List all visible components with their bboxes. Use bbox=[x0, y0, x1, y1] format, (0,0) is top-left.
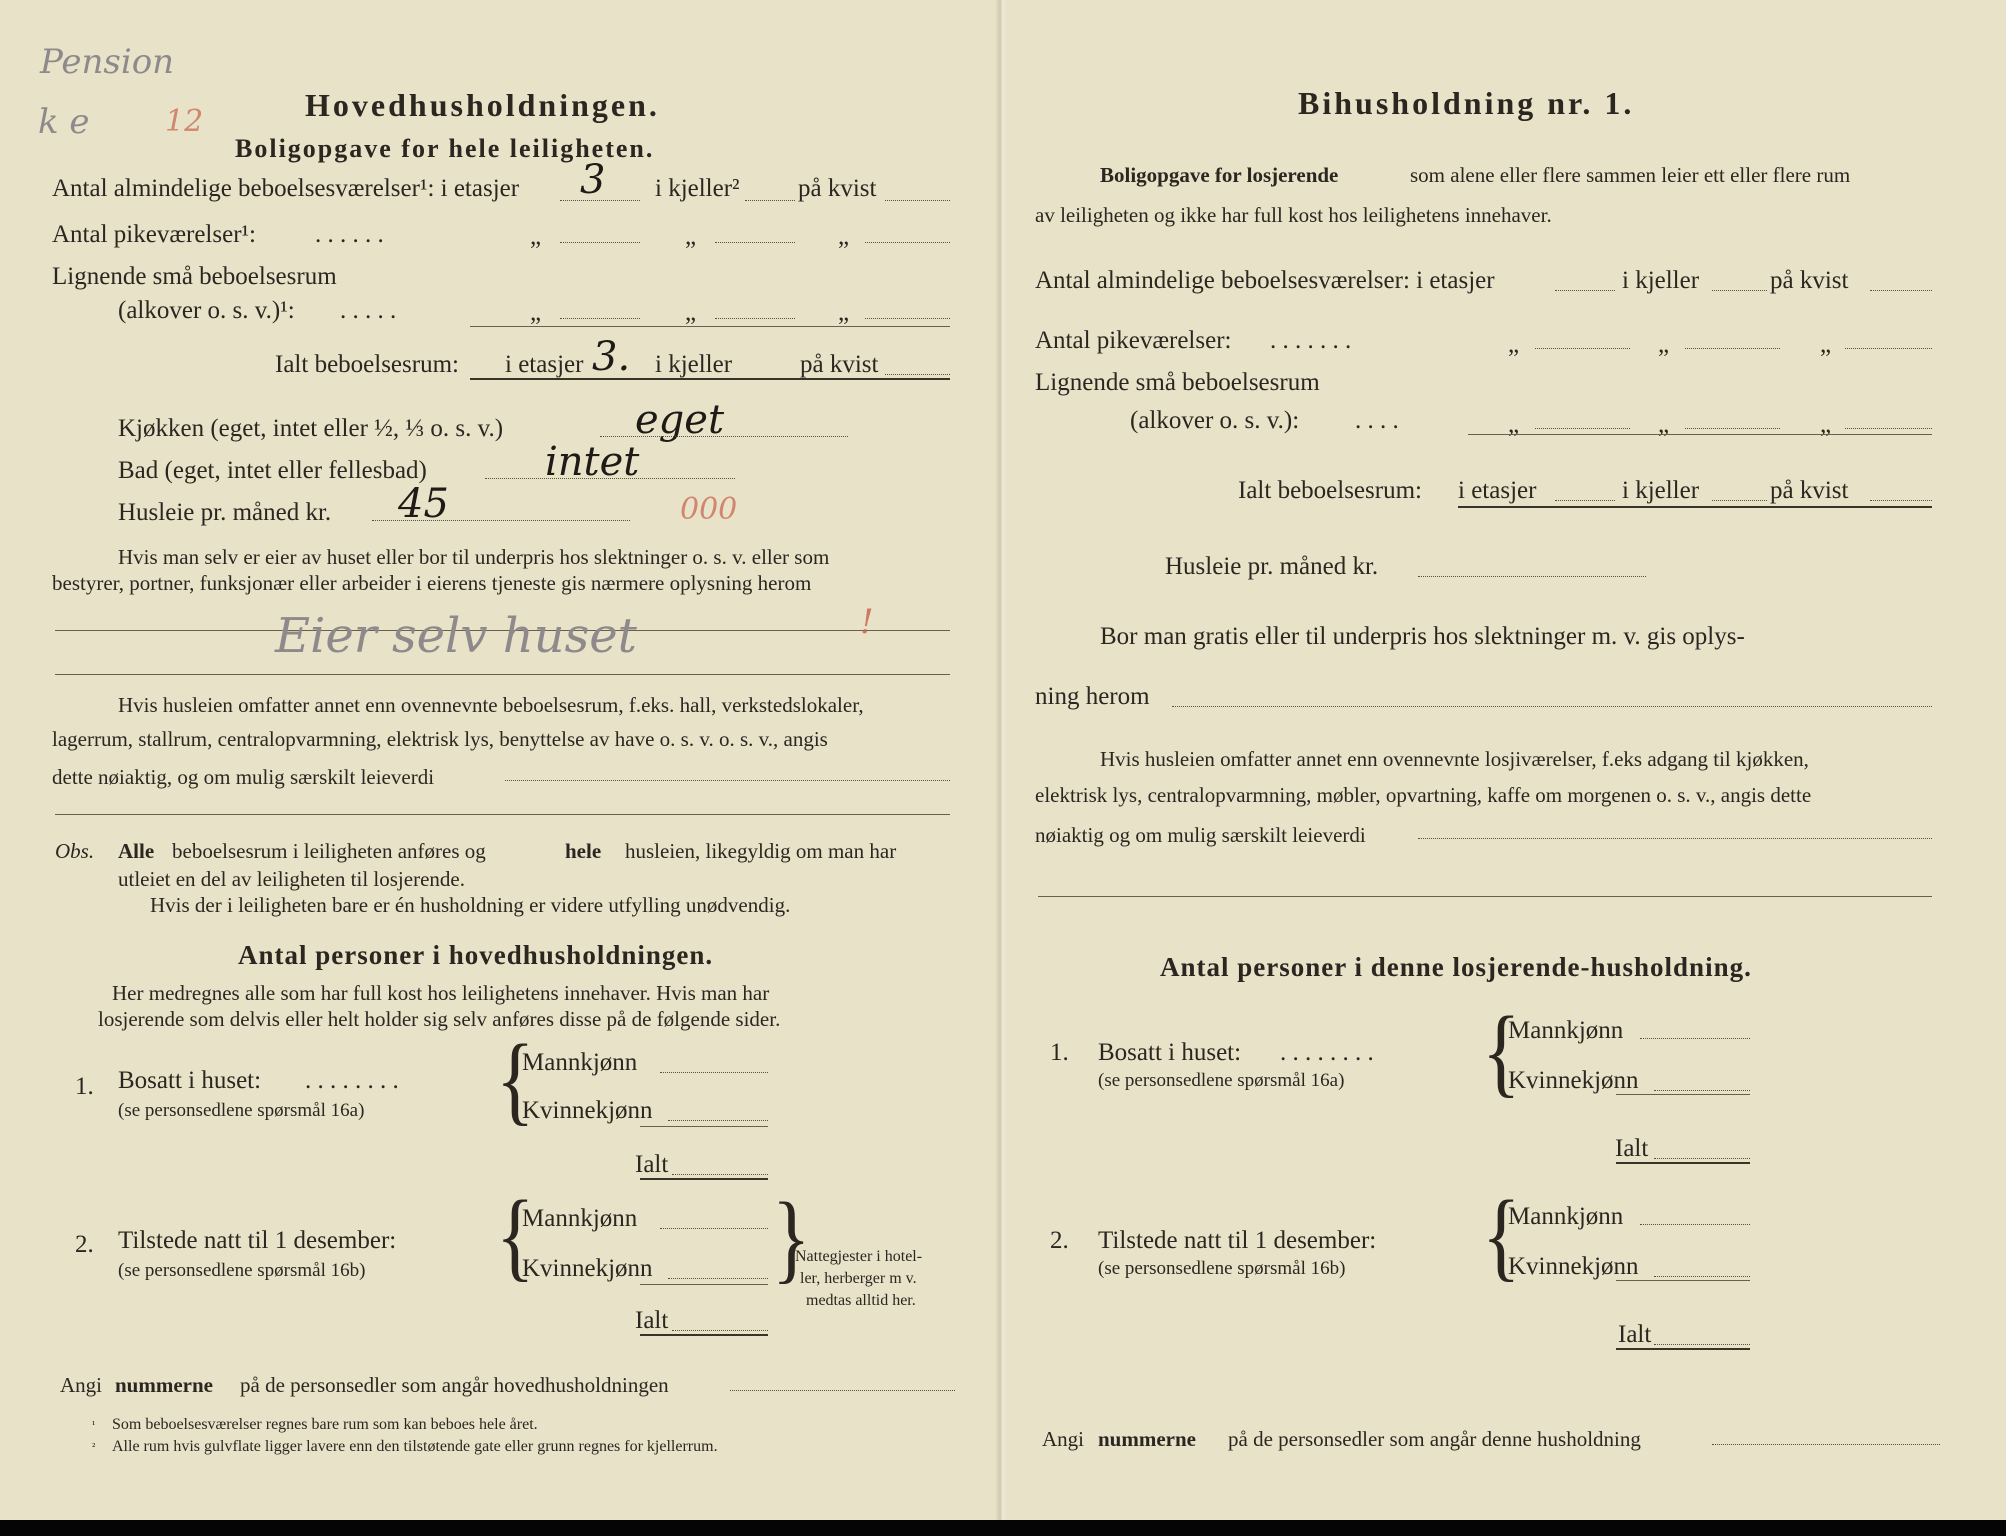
left-row2-dots: . . . . . . bbox=[315, 221, 384, 248]
left-q2-num: 2. bbox=[75, 1231, 94, 1258]
left-row1-etasjer-value[interactable]: 3 bbox=[580, 157, 606, 203]
left-eier-line2 bbox=[55, 674, 950, 675]
left-q2-sum-rule bbox=[640, 1284, 768, 1285]
left-bad-line bbox=[485, 478, 735, 479]
left-row3-sum-rule bbox=[470, 326, 950, 327]
left-q1-kvinne-line bbox=[668, 1120, 768, 1121]
left-angi-c: på de personsedler som angår hovedhusholdningen bbox=[240, 1373, 669, 1397]
right-row2-line1 bbox=[1535, 348, 1630, 349]
left-row2-line3 bbox=[865, 242, 950, 243]
right-row2-line2 bbox=[1685, 348, 1780, 349]
left-kjokken-line bbox=[600, 436, 848, 437]
right-omfatter-line2 bbox=[1038, 896, 1932, 897]
left-q1-ialt-rule bbox=[640, 1178, 768, 1180]
right-q2-kvinne: Kvinnekjønn bbox=[1508, 1253, 1639, 1280]
right-row1-etasjer-line bbox=[1555, 290, 1615, 291]
left-title: Hovedhusholdningen. bbox=[305, 87, 660, 123]
right-q2-brace: { bbox=[1482, 1181, 1521, 1291]
right-q2-kvinne-line bbox=[1654, 1276, 1750, 1277]
right-row1-kjeller-line bbox=[1712, 290, 1767, 291]
left-q2-kvinne: Kvinnekjønn bbox=[522, 1255, 653, 1282]
right-row4-etasjer: i etasjer bbox=[1458, 477, 1537, 504]
left-obs-line2: utleiet en del av leiligheten til losjerende. bbox=[118, 867, 465, 891]
left-q1-mann-line bbox=[660, 1072, 768, 1073]
left-husleie-red-note: 000 bbox=[680, 492, 738, 527]
left-obs-line3: Hvis der i leiligheten bare er én husholdning er videre utfylling unødvendig. bbox=[150, 893, 791, 917]
left-husleie-value[interactable]: 45 bbox=[398, 481, 449, 527]
left-q1-label: Bosatt i huset: bbox=[118, 1067, 262, 1094]
left-eier-text1: Hvis man selv er eier av huset eller bor til underpris hos slektninger o. s. v. eller som bbox=[118, 545, 830, 569]
right-row1-kjeller: i kjeller bbox=[1622, 267, 1700, 294]
right-q2-ialt-line bbox=[1654, 1344, 1750, 1345]
right-row3-q1: „ bbox=[1508, 411, 1520, 438]
right-angi-line bbox=[1712, 1444, 1940, 1445]
left-omfatter3: dette nøiaktig, og om mulig særskilt leieverdi bbox=[52, 765, 435, 789]
right-row2-line3 bbox=[1845, 348, 1932, 349]
right-intro2: av leiligheten og ikke har full kost hos leilighetens innehaver. bbox=[1035, 203, 1552, 227]
left-row4-kvist-line bbox=[885, 374, 950, 375]
right-q1-kvinne-line bbox=[1654, 1090, 1750, 1091]
left-obs-text-b: husleien, likegyldig om man har bbox=[625, 839, 897, 863]
left-nattegjester-1: Nattegjester i hotel- bbox=[795, 1248, 923, 1265]
right-row4-kvist-line bbox=[1870, 500, 1932, 501]
left-row3-line2 bbox=[715, 318, 795, 319]
right-omfatter-line1 bbox=[1418, 838, 1932, 839]
left-obs-alle: Alle bbox=[118, 839, 155, 863]
left-q2-mann: Mannkjønn bbox=[522, 1205, 638, 1232]
left-angi-line bbox=[730, 1390, 955, 1391]
right-gratis2: ning herom bbox=[1035, 683, 1150, 710]
right-q1-kvinne: Kvinnekjønn bbox=[1508, 1067, 1639, 1094]
right-q2-sub: (se personsedlene spørsmål 16b) bbox=[1098, 1258, 1346, 1279]
right-q1-ialt-line bbox=[1654, 1158, 1750, 1159]
left-row4-kvist: på kvist bbox=[800, 351, 879, 378]
page-fold bbox=[995, 0, 1007, 1520]
left-row2-label: Antal pikeværelser¹: bbox=[52, 221, 256, 248]
right-q2-label: Tilstede natt til 1 desember: bbox=[1098, 1227, 1377, 1254]
right-row3-q3: „ bbox=[1820, 411, 1832, 438]
left-q2-ialt: Ialt bbox=[635, 1307, 669, 1334]
left-row1-kvist-line bbox=[885, 200, 950, 201]
left-footnote2-num: ² bbox=[92, 1441, 96, 1453]
left-row3-line1 bbox=[560, 318, 640, 319]
left-q1-num: 1. bbox=[75, 1073, 94, 1100]
left-footnote2: Alle rum hvis gulvflate ligger lavere enn den tilstøtende gate eller grunn regnes for kjellerrum. bbox=[112, 1438, 718, 1455]
left-row1-kjeller-line bbox=[745, 200, 795, 201]
left-husleie-label: Husleie pr. måned kr. bbox=[118, 499, 332, 526]
right-q1-dots: . . . . . . . . bbox=[1280, 1039, 1374, 1066]
right-q1-mann: Mannkjønn bbox=[1508, 1017, 1624, 1044]
right-row2-dots: . . . . . . . bbox=[1270, 327, 1352, 354]
right-row2-q1: „ bbox=[1508, 331, 1520, 358]
right-omfatter2: elektrisk lys, centralopvarmning, møbler, opvartning, kaffe om morgenen o. s. v., angis dette bbox=[1035, 783, 1812, 807]
right-row2-q3: „ bbox=[1820, 331, 1832, 358]
right-row1-label: Antal almindelige beboelsesværelser: i etasjer bbox=[1035, 267, 1495, 294]
left-row2-q3: „ bbox=[838, 223, 850, 250]
left-q1-mann: Mannkjønn bbox=[522, 1049, 638, 1076]
right-row3-q2: „ bbox=[1658, 411, 1670, 438]
left-row4-etasjer-value[interactable]: 3. bbox=[592, 334, 631, 380]
right-omfatter3: nøiaktig og om mulig særskilt leieverdi bbox=[1035, 823, 1366, 847]
scan-bottom-edge bbox=[0, 1520, 2006, 1536]
right-row3-label2: (alkover o. s. v.): bbox=[1130, 407, 1300, 434]
left-row1-kjeller: i kjeller² bbox=[655, 175, 740, 202]
right-row4-kjeller-line bbox=[1712, 500, 1767, 501]
left-row2-line2 bbox=[715, 242, 795, 243]
right-row2-q2: „ bbox=[1658, 331, 1670, 358]
right-q1-sum-rule bbox=[1616, 1094, 1750, 1095]
left-obs-label: Obs. bbox=[55, 839, 95, 863]
left-row3-line3 bbox=[865, 318, 950, 319]
left-row3-q3: „ bbox=[838, 299, 850, 326]
left-q2-sub: (se personsedlene spørsmål 16b) bbox=[118, 1260, 366, 1281]
left-row3-dots: . . . . . bbox=[340, 297, 397, 324]
right-angi-c: på de personsedler som angår denne husholdning bbox=[1228, 1427, 1641, 1451]
right-title: Bihusholdning nr. 1. bbox=[1298, 85, 1635, 121]
right-q1-mann-line bbox=[1640, 1038, 1750, 1039]
left-row3-q1: „ bbox=[530, 299, 542, 326]
left-q1-brace: { bbox=[496, 1025, 535, 1135]
left-q2-brace: { bbox=[496, 1181, 535, 1291]
left-row4-rule bbox=[470, 378, 950, 380]
right-intro-bold: Boligopgave for losjerende bbox=[1100, 163, 1339, 187]
left-angi-b: nummerne bbox=[115, 1373, 213, 1397]
right-angi-a: Angi bbox=[1042, 1427, 1084, 1451]
left-q1-kvinne: Kvinnekjønn bbox=[522, 1097, 653, 1124]
margin-note-line2: k e bbox=[38, 102, 90, 142]
left-nattegjester-2: ler, herberger m v. bbox=[800, 1270, 917, 1287]
left-obs-text-a: beboelsesrum i leiligheten anføres og bbox=[172, 839, 486, 863]
right-q2-num: 2. bbox=[1050, 1227, 1069, 1254]
right-row4-label: Ialt beboelsesrum: bbox=[1238, 477, 1422, 504]
right-row3-dots: . . . . bbox=[1355, 407, 1399, 434]
left-q1-sub: (se personsedlene spørsmål 16a) bbox=[118, 1100, 365, 1121]
left-row2-q1: „ bbox=[530, 223, 542, 250]
left-personer-title: Antal personer i hovedhusholdningen. bbox=[238, 940, 714, 970]
right-husleie-line bbox=[1418, 576, 1646, 577]
margin-note-red: 12 bbox=[165, 104, 204, 139]
left-nattegjester-3: medtas alltid her. bbox=[806, 1292, 916, 1309]
left-eier-text2: bestyrer, portner, funksjonær eller arbeider i eierens tjeneste gis nærmere oplysning herom bbox=[52, 571, 812, 595]
right-row4-etasjer-line bbox=[1555, 500, 1615, 501]
right-row3-line1 bbox=[1535, 428, 1630, 429]
left-angi-a: Angi bbox=[60, 1373, 102, 1397]
margin-note-line1: Pension bbox=[40, 42, 175, 82]
right-q2-sum-rule bbox=[1616, 1280, 1750, 1281]
left-personer-text1: Her medregnes alle som har full kost hos leilighetens innehaver. Hvis man har bbox=[112, 981, 770, 1005]
left-kjokken-value[interactable]: eget bbox=[635, 397, 725, 443]
right-personer-title: Antal personer i denne losjerende-husholdning. bbox=[1160, 952, 1752, 982]
left-row4-etasjer-label: i etasjer bbox=[505, 351, 584, 378]
right-q1-ialt: Ialt bbox=[1615, 1135, 1649, 1162]
right-q1-label: Bosatt i huset: bbox=[1098, 1039, 1242, 1066]
left-kjokken-label: Kjøkken (eget, intet eller ½, ⅓ o. s. v.) bbox=[118, 415, 504, 442]
left-row2-line1 bbox=[560, 242, 640, 243]
left-row2-q2: „ bbox=[685, 223, 697, 250]
right-row3-sum-rule bbox=[1468, 434, 1932, 435]
right-row3-label1: Lignende små beboelsesrum bbox=[1035, 369, 1320, 396]
left-subtitle: Boligopgave for hele leiligheten. bbox=[235, 134, 655, 163]
right-husleie-label: Husleie pr. måned kr. bbox=[1165, 553, 1379, 580]
right-row3-line3 bbox=[1845, 428, 1932, 429]
right-row4-kjeller: i kjeller bbox=[1622, 477, 1700, 504]
right-row4-kvist: på kvist bbox=[1770, 477, 1849, 504]
left-row3-label2: (alkover o. s. v.)¹: bbox=[118, 297, 295, 324]
left-obs-hele: hele bbox=[565, 839, 602, 863]
right-q1-num: 1. bbox=[1050, 1039, 1069, 1066]
right-omfatter1: Hvis husleien omfatter annet enn ovennevnte losjiværelser, f.eks adgang til kjøkken, bbox=[1100, 747, 1809, 771]
left-omfatter1: Hvis husleien omfatter annet enn ovennevnte beboelsesrum, f.eks. hall, verkstedslokaler, bbox=[118, 693, 864, 717]
left-q2-closing-brace: } bbox=[772, 1183, 811, 1293]
right-q1-sub: (se personsedlene spørsmål 16a) bbox=[1098, 1070, 1345, 1091]
left-husleie-line bbox=[372, 520, 630, 521]
left-q2-ialt-rule bbox=[640, 1334, 768, 1336]
right-gratis-line bbox=[1172, 706, 1932, 707]
left-eier-value[interactable]: Eier selv huset bbox=[275, 608, 637, 664]
right-angi-b: nummerne bbox=[1098, 1427, 1196, 1451]
right-q1-brace: { bbox=[1482, 997, 1521, 1107]
left-q1-ialt: Ialt bbox=[635, 1151, 669, 1178]
left-q1-sum-rule bbox=[640, 1126, 768, 1127]
right-gratis1: Bor man gratis eller til underpris hos slektninger m. v. gis oplys- bbox=[1100, 623, 1745, 650]
left-q2-label: Tilstede natt til 1 desember: bbox=[118, 1227, 397, 1254]
right-row3-line2 bbox=[1685, 428, 1780, 429]
left-bad-value[interactable]: intet bbox=[545, 439, 640, 485]
left-omfatter-line1 bbox=[505, 780, 950, 781]
right-q2-ialt-rule bbox=[1616, 1348, 1750, 1350]
left-q2-mann-line bbox=[660, 1228, 768, 1229]
left-q1-dots: . . . . . . . . bbox=[305, 1067, 399, 1094]
left-footnote1-num: ¹ bbox=[92, 1419, 96, 1431]
left-bad-label: Bad (eget, intet eller fellesbad) bbox=[118, 457, 427, 484]
right-row4-rule bbox=[1458, 506, 1932, 508]
left-row1-label: Antal almindelige beboelsesværelser¹: i etasjer bbox=[52, 175, 520, 202]
left-row3-q2: „ bbox=[685, 299, 697, 326]
left-q2-kvinne-line bbox=[668, 1278, 768, 1279]
left-eier-red-mark: ! bbox=[860, 602, 874, 642]
right-row1-kvist: på kvist bbox=[1770, 267, 1849, 294]
right-row1-kvist-line bbox=[1870, 290, 1932, 291]
left-q2-ialt-line bbox=[672, 1330, 768, 1331]
left-row1-etasjer-line bbox=[560, 200, 640, 201]
right-q2-mann-line bbox=[1640, 1224, 1750, 1225]
right-q1-ialt-rule bbox=[1616, 1162, 1750, 1164]
left-row3-label1: Lignende små beboelsesrum bbox=[52, 263, 337, 290]
right-q2-mann: Mannkjønn bbox=[1508, 1203, 1624, 1230]
left-row4-label: Ialt beboelsesrum: bbox=[275, 351, 459, 378]
left-footnote1: Som beboelsesværelser regnes bare rum som kan beboes hele året. bbox=[112, 1416, 538, 1433]
left-row1-kvist: på kvist bbox=[798, 175, 877, 202]
left-q1-ialt-line bbox=[672, 1174, 768, 1175]
right-row2-label: Antal pikeværelser: bbox=[1035, 327, 1232, 354]
left-omfatter2: lagerrum, stallrum, centralopvarmning, elektrisk lys, benyttelse av have o. s. v. o. s. v., angis bbox=[52, 727, 828, 751]
right-q2-ialt: Ialt bbox=[1618, 1321, 1652, 1348]
right-intro-rest: som alene eller flere sammen leier ett eller flere rum bbox=[1410, 163, 1851, 187]
left-row4-kjeller: i kjeller bbox=[655, 351, 733, 378]
left-omfatter-line2 bbox=[55, 814, 950, 815]
left-personer-text2: losjerende som delvis eller helt holder sig selv anføres disse på de følgende sider. bbox=[98, 1007, 781, 1031]
